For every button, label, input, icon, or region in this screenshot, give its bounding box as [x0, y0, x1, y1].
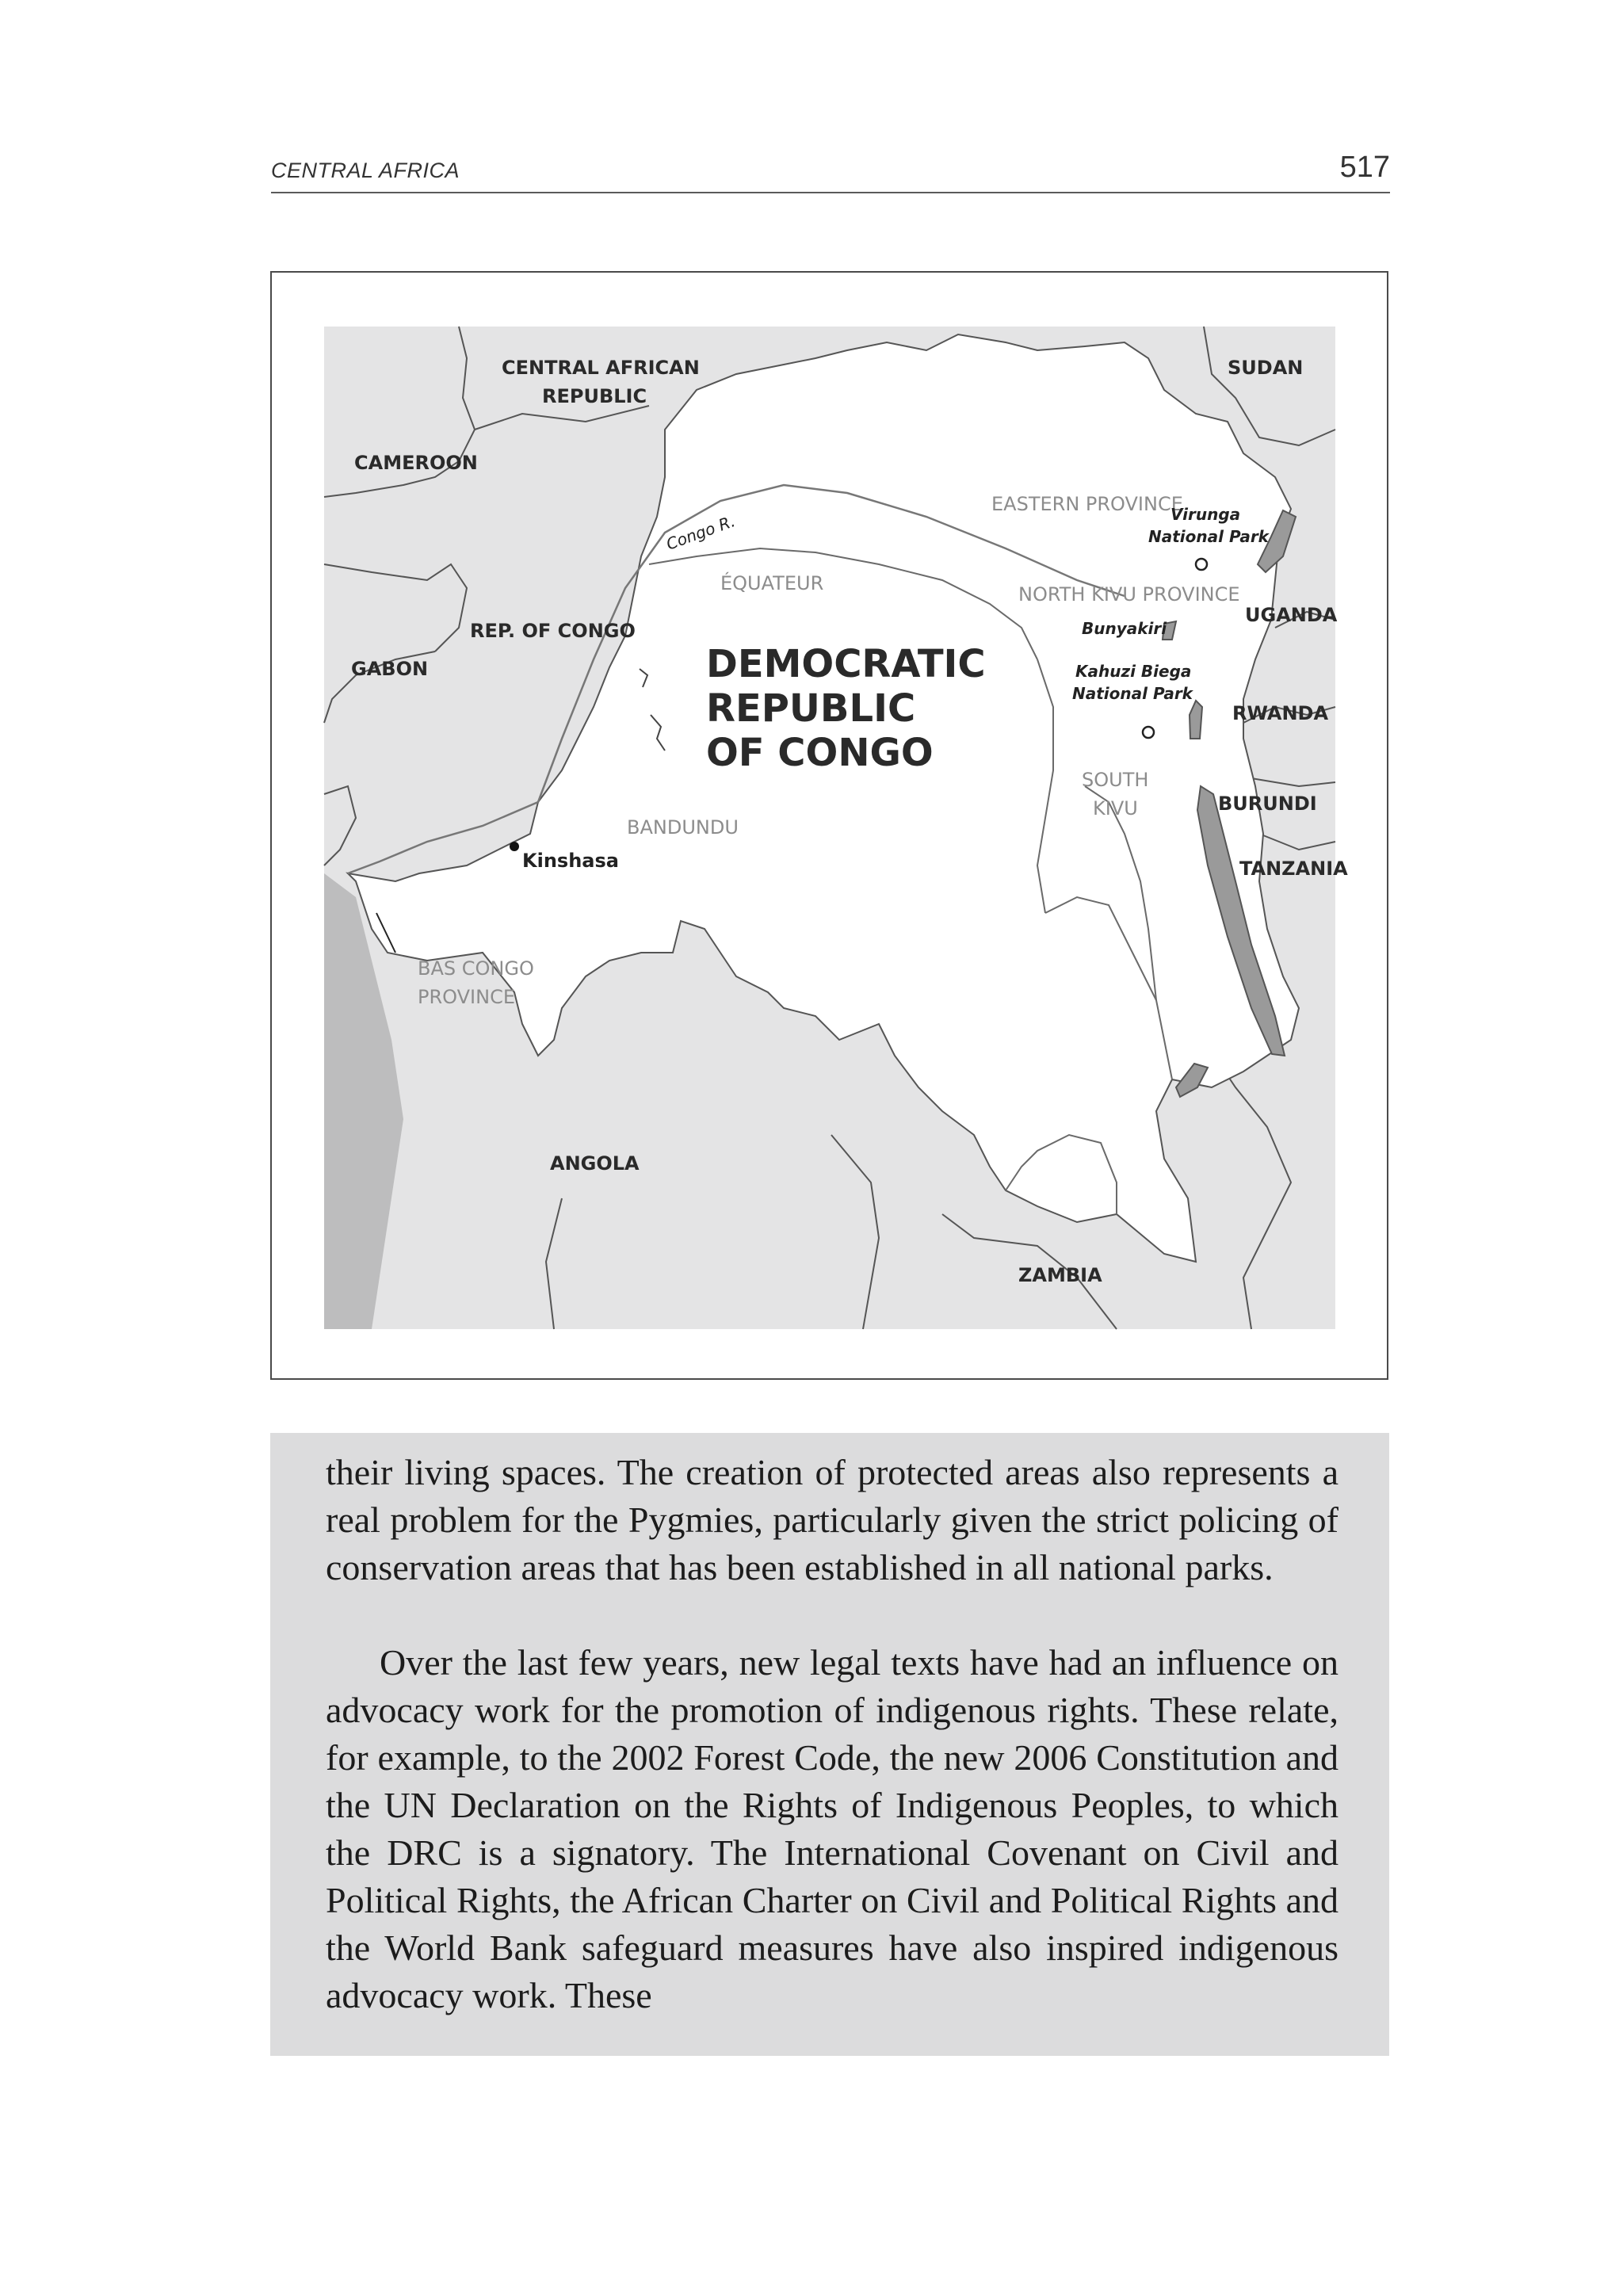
- label-cameroon: CAMEROON: [354, 452, 478, 474]
- kinshasa-dot: [510, 842, 519, 851]
- paragraph-2: Over the last few years, new legal texts have had an influence on advocacy work for the promotion of indigenous rights. These relate, for example, to the 2002 Forest Code, the new 2006 Constitution and the UN Declaration on the Rights of Indigenous Peoples, to which the DRC is a signatory. The International Covenant on Civil and Political Rights, the African Charter on Civil and Political Rights and the World Bank safeguard measures have also inspired indigenous advocacy work. These: [326, 1642, 1338, 2015]
- label-rep-congo: REP. OF CONGO: [470, 620, 636, 642]
- label-eastern-province: EASTERN PROVINCE: [991, 493, 1183, 515]
- map-title-line2: REPUBLIC: [706, 686, 916, 731]
- label-bas-congo: BAS CONGO: [418, 957, 534, 980]
- section-title: CENTRAL AFRICA: [271, 159, 460, 182]
- label-bunyakiri: Bunyakiri: [1082, 619, 1167, 638]
- label-kahuzi-2: National Park: [1072, 684, 1193, 703]
- label-sudan: SUDAN: [1228, 357, 1304, 379]
- body-text-box: [270, 1433, 1389, 2056]
- label-uganda: UGANDA: [1245, 604, 1338, 626]
- label-bandundu: BANDUNDU: [627, 816, 739, 839]
- label-kinshasa: Kinshasa: [522, 850, 619, 872]
- label-gabon: GABON: [351, 658, 429, 680]
- label-south-kivu-2: KIVU: [1093, 797, 1138, 819]
- label-congo-river: Congo R.: [663, 511, 738, 554]
- label-zambia: ZAMBIA: [1018, 1264, 1102, 1286]
- label-south-kivu: SOUTH: [1082, 769, 1149, 791]
- paragraph-1: their living spaces. The creation of protected areas also represents a real problem for the Pygmies, particularly given the strict policing of conservation areas that has been established in all national parks.: [326, 1452, 1338, 1587]
- kahuzi-marker: [1143, 727, 1154, 738]
- map-figure: [270, 271, 1388, 1380]
- label-virunga: Virunga: [1170, 505, 1241, 524]
- running-head: [271, 152, 1390, 193]
- label-north-kivu: NORTH KIVU PROVINCE: [1018, 583, 1240, 606]
- label-equateur: ÉQUATEUR: [720, 572, 824, 594]
- label-rwanda: RWANDA: [1232, 702, 1329, 724]
- label-car: CENTRAL AFRICAN: [502, 357, 700, 379]
- page-number: 517: [1339, 151, 1390, 184]
- label-kahuzi: Kahuzi Biega: [1075, 662, 1192, 681]
- label-virunga-2: National Park: [1148, 527, 1269, 546]
- label-car-2: REPUBLIC: [542, 385, 647, 407]
- virunga-marker: [1196, 559, 1207, 570]
- drc-map: [324, 327, 1348, 1329]
- label-burundi: BURUNDI: [1218, 793, 1317, 815]
- label-bas-congo-2: PROVINCE: [418, 986, 515, 1008]
- map-title-line3: OF CONGO: [706, 731, 934, 775]
- label-tanzania: TANZANIA: [1239, 858, 1348, 880]
- map-title-line1: DEMOCRATIC: [706, 642, 986, 686]
- label-angola: ANGOLA: [550, 1152, 640, 1175]
